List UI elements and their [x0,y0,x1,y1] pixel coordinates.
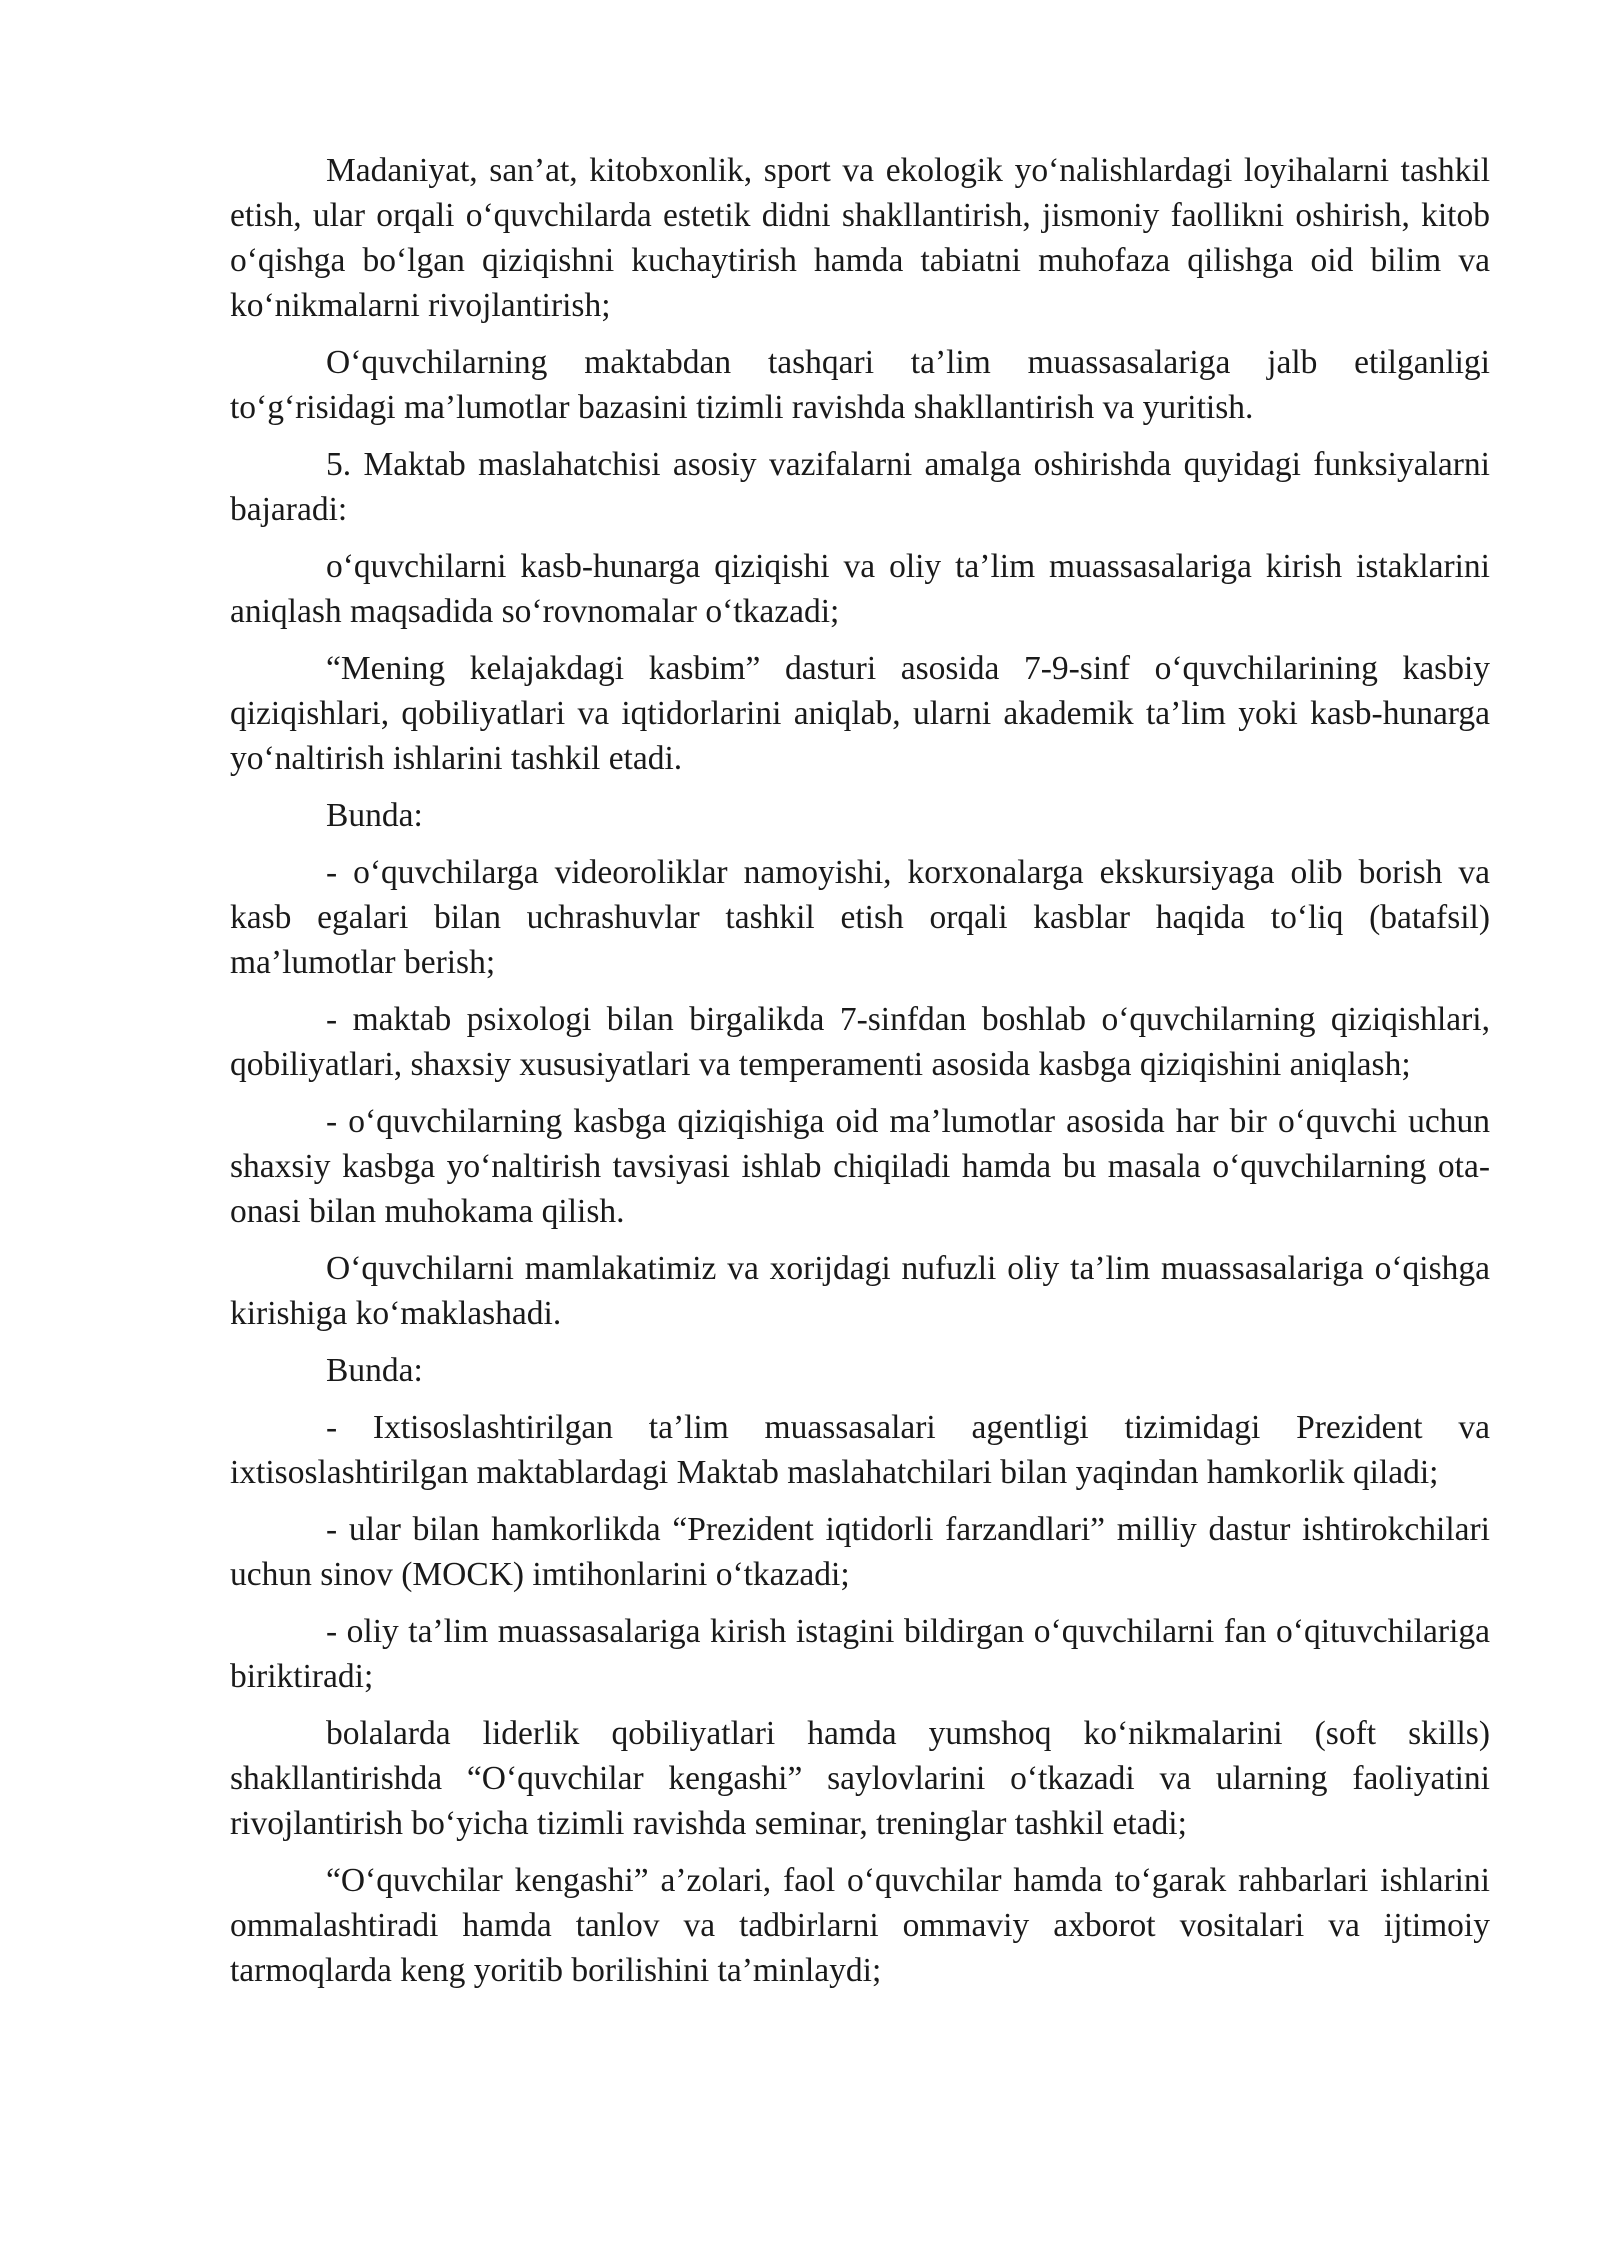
paragraph-student-council-media: “O‘quvchilar kengashi” a’zolari, faol o‘quvchilar hamda to‘garak rahbarlari ishlarini ommalashtiradi hamda tanlov va tadbirlarni ommaviy axborot vositalari va ijtimoiy tarmoqlarda keng yoritib borilishini ta’minlaydi; [230,1862,1490,1989]
paragraph-bullet-mock-exams: - ular bilan hamkorlikda “Prezident iqtidorli farzandlari” milliy dastur ishtirokchilari uchun sinov (MOCK) imtihonlarini o‘tkazadi; [230,1511,1490,1593]
paragraph-cultural-projects: Madaniyat, san’at, kitobxonlik, sport va ekologik yo‘nalishlardagi loyihalarni tashkil etish, ular orqali o‘quvchilarda estetik didni shakllantirish, jismoniy faollikni oshirish, kitob o‘qishga bo‘lgan qiziqishni kuchaytirish hamda tabiatni muhofaza qilishga oid bilim va ko‘nikmalarni rivojlantirish; [230,152,1490,324]
paragraph-future-profession-program: “Mening kelajakdagi kasbim” dasturi asosida 7-9-sinf o‘quvchilarining kasbiy qiziqishlari, qobiliyatlari va iqtidorlarini aniqlab, ularni akademik ta’lim yoki kasb-hunarga yo‘naltirish ishlarini tashkil etadi. [230,650,1490,777]
paragraph-bullet-videos: - o‘quvchilarga videoroliklar namoyishi, korxonalarga ekskursiyaga olib borish va kasb egalari bilan uchrashuvlar tashkil etish orqali kasblar haqida to‘liq (batafsil) ma’lumotlar berish; [230,854,1490,981]
paragraph-bullet-assign-teachers: - oliy ta’lim muassasalariga kirish istagini bildirgan o‘quvchilarni fan o‘qituvchilariga biriktiradi; [230,1613,1490,1695]
paragraph-bullet-psychologist: - maktab psixologi bilan birgalikda 7-sinfdan boshlab o‘quvchilarning qiziqishlari, qobiliyatlari, shaxsiy xususiyatlari va temperamenti asosida kasbga qiziqishini aniqlash; [230,1001,1490,1083]
paragraph-university-admission: O‘quvchilarni mamlakatimiz va xorijdagi nufuzli oliy ta’lim muassasalariga o‘qishga kirishiga ko‘maklashadi. [230,1250,1490,1332]
paragraph-bullet-recommendation: - o‘quvchilarning kasbga qiziqishiga oid ma’lumotlar asosida har bir o‘quvchi uchun shaxsiy kasbga yo‘naltirish tavsiyasi ishlab chiqiladi hamda bu masala o‘quvchilarning ota-onasi bilan muhokama qilish. [230,1103,1490,1230]
paragraph-item-5-functions: 5. Maktab maslahatchisi asosiy vazifalarni amalga oshirishda quyidagi funksiyalarni bajaradi: [230,446,1490,528]
paragraph-extracurricular-database: O‘quvchilarning maktabdan tashqari ta’lim muassasalariga jalb etilganligi to‘g‘risidagi ma’lumotlar bazasini tizimli ravishda shakllantirish va yuritish. [230,344,1490,426]
paragraph-bunda-2: Bunda: [326,1352,423,1389]
paragraph-soft-skills: bolalarda liderlik qobiliyatlari hamda yumshoq ko‘nikmalarini (soft skills) shakllantirishda “O‘quvchilar kengashi” saylovlarini o‘tkazadi va ularning faoliyatini rivojlantirish bo‘yicha tizimli ravishda seminar, treninglar tashkil etadi; [230,1715,1490,1842]
paragraph-surveys: o‘quvchilarni kasb-hunarga qiziqishi va oliy ta’lim muassasalariga kirish istaklarini aniqlash maqsadida so‘rovnomalar o‘tkazadi; [230,548,1490,630]
document-page [230,148,1490,2005]
paragraph-bullet-agency-cooperation: - Ixtisoslashtirilgan ta’lim muassasalari agentligi tizimidagi Prezident va ixtisoslashtirilgan maktablardagi Maktab maslahatchilari bilan yaqindan hamkorlik qiladi; [230,1409,1490,1491]
paragraph-bunda-1: Bunda: [326,797,423,834]
